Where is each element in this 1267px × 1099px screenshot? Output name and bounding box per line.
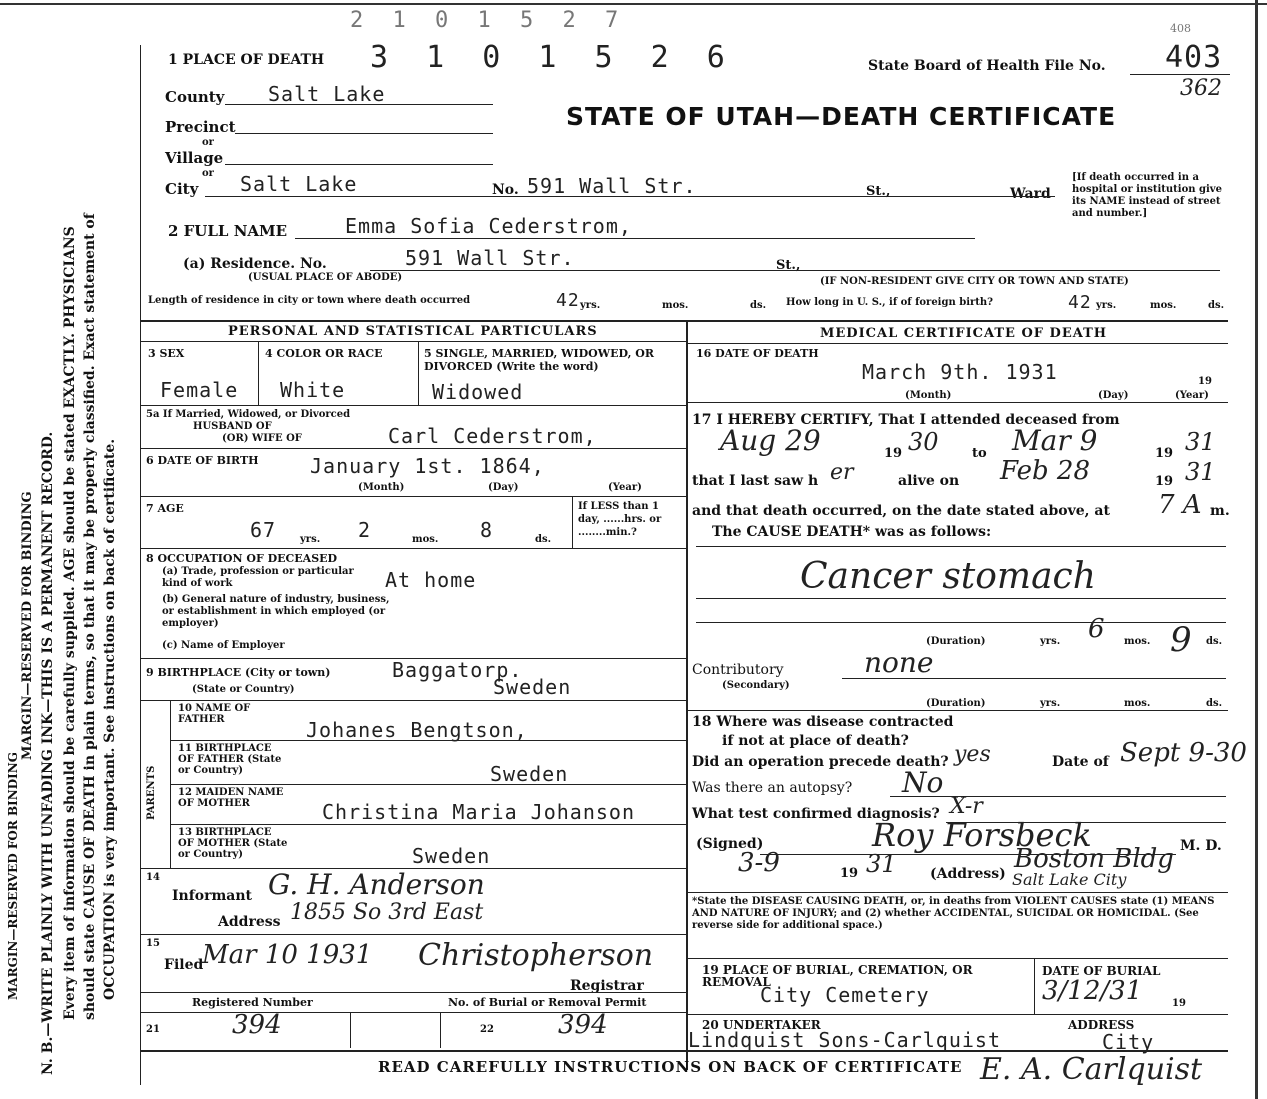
margin-reserved-binding-2: MARGIN—RESERVED FOR BINDING: [20, 491, 35, 760]
burial-number-value: 394: [558, 1010, 608, 1040]
duration-ds-unit: ds.: [1206, 636, 1223, 647]
undertaker-address-label: ADDRESS: [1068, 1018, 1135, 1032]
in-us-value: 42: [1068, 292, 1092, 313]
sign-19: 19: [840, 866, 859, 881]
cause-footnote: *State the DISEASE CAUSING DEATH, or, in deaths from VIOLENT CAUSES state (1) MEANS AND NATURE OF INJURY; and (2) whether ACCIDENTAL, SUICIDAL OR HOMICIDAL. (See reverse side for additional space.): [692, 896, 1215, 931]
left-form-border: [140, 45, 141, 1085]
informant-address-value: 1855 So 3rd East: [290, 900, 484, 925]
item-14: 14: [146, 872, 160, 883]
secondary-label: (Secondary): [722, 680, 790, 691]
usual-abode-label: (USUAL PLACE OF ABODE): [248, 272, 403, 283]
duration-mos-unit: mos.: [1124, 636, 1151, 647]
dod-year: (Year): [1175, 390, 1209, 401]
footer-instructions: READ CAREFULLY INSTRUCTIONS ON BACK OF CERTIFICATE: [378, 1058, 963, 1076]
serial-number: 3 1 0 1 5 2 6: [370, 40, 735, 75]
street-no-label: No.: [492, 182, 519, 198]
county-line: [225, 104, 493, 105]
duration-mos-2: mos.: [1124, 698, 1151, 709]
medical-section-title: MEDICAL CERTIFICATE OF DEATH: [820, 326, 1108, 341]
time-of-death: 7 A: [1158, 490, 1202, 520]
age-yrs-unit: yrs.: [300, 534, 321, 545]
duration-ds-2: ds.: [1206, 698, 1223, 709]
occupation-c-label: (c) Name of Employer: [162, 640, 285, 651]
operation-label: Did an operation precede death?: [692, 754, 949, 770]
age-mos-unit: mos.: [412, 534, 439, 545]
dod-month: (Month): [905, 390, 952, 401]
informant-address-label: Address: [218, 914, 281, 930]
file-number: 403: [1165, 40, 1223, 75]
undertaker-signature: E. A. Carlquist: [980, 1052, 1203, 1087]
grid-top: [140, 320, 1228, 322]
top-faded-number: 2 1 0 1 5 2 7: [350, 8, 627, 33]
father-label: 10 NAME OF FATHER: [178, 703, 251, 725]
signed-address-label: (Address): [930, 866, 1006, 882]
burial-permit-label: No. of Burial or Removal Permit: [448, 996, 647, 1009]
occupation-a-label: (a) Trade, profession or particular kind of work: [162, 566, 354, 589]
date-of-death-label: 16 DATE OF DEATH: [696, 347, 819, 360]
q18-label: 18 Where was disease contracted: [692, 714, 954, 730]
signed-address-2: Salt Lake City: [1012, 870, 1127, 889]
test-label: What test confirmed diagnosis?: [692, 806, 940, 822]
occupation-label: 8 OCCUPATION OF DECEASED: [146, 552, 338, 565]
dob-month: (Month): [358, 482, 405, 493]
undertaker-value: Lindquist Sons-Carlquist: [688, 1028, 1001, 1052]
birthplace-state-label: (State or Country): [192, 684, 295, 695]
hospital-note: [If death occurred in a hospital or institution give its NAME instead of street and number.]: [1072, 172, 1222, 219]
in-us-yrs: yrs.: [1096, 300, 1117, 311]
attended-to-19: 19: [1155, 446, 1174, 461]
full-name-line: [295, 238, 975, 239]
spouse-value: Carl Cederstrom,: [388, 424, 597, 448]
age-days: 8: [480, 518, 494, 542]
signed-address: Boston Bldg: [1014, 844, 1174, 874]
margin-instructions-1: Every item of information should be carefully supplied. AGE should be stated EXACTLY. PHYSICIANS: [62, 226, 78, 1020]
duration-yrs-2: yrs.: [1040, 698, 1061, 709]
county-label: County: [165, 88, 225, 106]
mother-birthplace-value: Sweden: [412, 844, 491, 868]
father-birthplace-label: 11 BIRTHPLACE OF FATHER (State or Country): [178, 743, 282, 776]
occupation-value: At home: [385, 568, 477, 592]
length-residence-label: Length of residence in city or town where death occurred: [148, 295, 471, 306]
village-line: [225, 164, 493, 165]
county-value: Salt Lake: [268, 82, 386, 106]
last-saw-date: Feb 28: [1000, 456, 1090, 486]
occupation-b-label: (b) General nature of industry, business, or establishment in which employed (or employer): [162, 594, 390, 629]
age-ds-unit: ds.: [535, 534, 552, 545]
occurred-label: and that death occurred, on the date stated above, at: [692, 503, 1110, 519]
signed-label: (Signed): [696, 836, 764, 852]
or-1: or: [202, 137, 214, 148]
last-saw-19: 19: [1155, 474, 1174, 489]
full-name-label: 2 FULL NAME: [168, 222, 288, 240]
q18b-label: if not at place of death?: [722, 733, 909, 749]
nonresident-label: (IF NON-RESIDENT GIVE CITY OR TOWN AND STATE): [820, 276, 1129, 287]
operation-value: yes: [954, 742, 991, 767]
age-label: 7 AGE: [146, 502, 184, 515]
ward-label: Ward: [1010, 186, 1051, 202]
dob-value: January 1st. 1864,: [310, 454, 545, 478]
attended-to-label: to: [972, 446, 987, 461]
filed-label: Filed: [164, 957, 204, 973]
dod-day: (Day): [1098, 390, 1129, 401]
test-value: X-r: [950, 794, 983, 819]
op-date-label: Date of: [1052, 754, 1109, 770]
personal-section-title: PERSONAL AND STATISTICAL PARTICULARS: [228, 324, 598, 339]
file-number-handwritten: 362: [1180, 76, 1222, 101]
last-saw-her: er: [830, 460, 854, 485]
informant-value: G. H. Anderson: [268, 868, 485, 901]
dod-nineteen: 19: [1198, 376, 1212, 387]
in-us-mos: mos.: [1150, 300, 1177, 311]
cause-label: The CAUSE DEATH* was as follows:: [712, 524, 992, 540]
attended-to: Mar 9: [1012, 424, 1098, 457]
marital-value: Widowed: [432, 380, 524, 404]
full-name-value: Emma Sofia Cederstrom,: [345, 214, 632, 238]
in-us-label: How long in U. S., if of foreign birth?: [786, 297, 994, 308]
margin-instructions-3: OCCUPATION is very important. See instructions on back of certificate.: [102, 438, 118, 1000]
length-residence-value: 42: [556, 290, 580, 311]
duration-days: 9: [1170, 620, 1192, 660]
cause-of-death: Cancer stomach: [800, 556, 1096, 597]
city-line: [205, 196, 1055, 197]
item-15: 15: [146, 938, 160, 949]
last-saw-label: that I last saw h: [692, 473, 819, 489]
mother-birthplace-label: 13 BIRTHPLACE OF MOTHER (State or Country): [178, 827, 288, 860]
precinct-line: [235, 133, 493, 134]
right-edge: [1255, 0, 1258, 1099]
length-ds: ds.: [750, 300, 767, 311]
last-saw-year: 31: [1185, 458, 1216, 486]
md-label: M. D.: [1180, 838, 1222, 854]
less-than-label: If LESS than 1 day, ......hrs. or ........min.?: [578, 501, 662, 538]
top-right-faded: 408: [1170, 22, 1191, 35]
length-yrs: yrs.: [580, 300, 601, 311]
sign-year: 31: [866, 850, 897, 878]
birthplace-city: Baggatorp.: [392, 658, 523, 682]
color-label: 4 COLOR OR RACE: [265, 347, 383, 360]
dob-year: (Year): [608, 482, 642, 493]
informant-label: Informant: [172, 888, 252, 904]
st-label: St.,: [866, 184, 891, 199]
dob-label: 6 DATE OF BIRTH: [146, 454, 259, 467]
residence-label: (a) Residence. No.: [183, 256, 327, 272]
burial-date-value: 3/12/31: [1042, 976, 1143, 1006]
village-label: Village: [165, 149, 224, 167]
street-value: 591 Wall Str.: [527, 174, 697, 198]
length-mos: mos.: [662, 300, 689, 311]
registrar-label: Registrar: [570, 978, 644, 994]
undertaker-address: City: [1102, 1030, 1155, 1054]
father-value: Johanes Bengtson,: [306, 718, 528, 742]
certify-label: 17 I HEREBY CERTIFY, That I attended deceased from: [692, 412, 1120, 428]
attended-from-year: 30: [908, 428, 939, 456]
contributory-value: none: [864, 646, 934, 679]
birthplace-country: Sweden: [493, 675, 572, 699]
autopsy-label: Was there an autopsy?: [692, 780, 853, 796]
margin-nb-line: N. B.—WRITE PLAINLY WITH UNFADING INK—THIS IS A PERMANENT RECORD.: [40, 431, 56, 1075]
date-of-death-value: March 9th. 1931: [862, 360, 1058, 384]
burial-place-label: 19 PLACE OF BURIAL, CREMATION, OR REMOVAL: [702, 963, 973, 989]
sign-date: 3-9: [738, 848, 780, 878]
mother-value: Christina Maria Johanson: [322, 800, 635, 824]
duration-label: (Duration): [926, 636, 986, 647]
duration-yrs: yrs.: [1040, 636, 1061, 647]
registrar-signature: Christopherson: [418, 938, 654, 973]
marital-label: 5 SINGLE, MARRIED, WIDOWED, OR DIVORCED (Write the word): [424, 347, 655, 373]
age-months: 2: [358, 518, 372, 542]
alive-on-label: alive on: [898, 473, 960, 489]
residence-value: 591 Wall Str.: [405, 246, 575, 270]
op-date-value: Sept 9-30: [1120, 738, 1247, 768]
sex-value: Female: [160, 378, 239, 402]
certificate-title: STATE OF UTAH—DEATH CERTIFICATE: [566, 102, 1117, 131]
spouse-label-3: (OR) WIFE OF: [222, 433, 302, 444]
item-22: 22: [480, 1024, 494, 1035]
father-birthplace-value: Sweden: [490, 762, 569, 786]
in-us-ds: ds.: [1208, 300, 1225, 311]
residence-st-label: St.,: [776, 258, 801, 273]
margin-reserved-binding: MARGIN—RESERVED FOR BINDING: [6, 752, 20, 1000]
burial-date-19: 19: [1172, 998, 1186, 1009]
margin-instructions-2: should state CAUSE OF DEATH in plain terms, so that it may be properly classified. Exact statement of: [82, 213, 98, 1020]
precinct-label: Precinct: [165, 118, 236, 136]
attended-from-19: 19: [884, 446, 903, 461]
top-edge: [0, 3, 1267, 5]
undertaker-label: 20 UNDERTAKER: [702, 1018, 821, 1032]
spouse-label-1: 5a If Married, Widowed, or Divorced: [146, 409, 351, 420]
dob-day: (Day): [488, 482, 519, 493]
physician-signature: Roy Forsbeck: [872, 816, 1092, 854]
burial-place-value: City Cemetery: [760, 983, 930, 1007]
attended-from: Aug 29: [720, 424, 821, 457]
age-years: 67: [250, 518, 277, 542]
attended-to-year: 31: [1185, 428, 1216, 456]
contributory-label: Contributory: [692, 662, 784, 678]
file-no-line: [1130, 74, 1230, 75]
item-21: 21: [146, 1024, 160, 1035]
file-no-label: State Board of Health File No.: [868, 58, 1106, 74]
birthplace-label: 9 BIRTHPLACE (City or town): [146, 666, 331, 679]
spouse-label-2: HUSBAND OF: [193, 421, 272, 432]
filed-value: Mar 10 1931: [202, 940, 373, 970]
sex-label: 3 SEX: [148, 347, 185, 360]
duration-months: 6: [1088, 614, 1105, 644]
city-value: Salt Lake: [240, 172, 358, 196]
city-label: City: [165, 180, 199, 198]
place-of-death-label: 1 PLACE OF DEATH: [168, 52, 325, 68]
residence-line: [370, 270, 1220, 271]
color-value: White: [280, 378, 346, 402]
registered-number-label: Registered Number: [192, 996, 313, 1009]
mother-label: 12 MAIDEN NAME OF MOTHER: [178, 787, 284, 809]
or-2: or: [202, 168, 214, 179]
duration-label-2: (Duration): [926, 698, 986, 709]
autopsy-value: No: [902, 766, 944, 799]
parents-label: PARENTS: [146, 765, 157, 820]
time-m: m.: [1210, 503, 1230, 519]
registered-number-value: 394: [232, 1010, 282, 1040]
burial-date-label: DATE OF BURIAL: [1042, 964, 1161, 978]
